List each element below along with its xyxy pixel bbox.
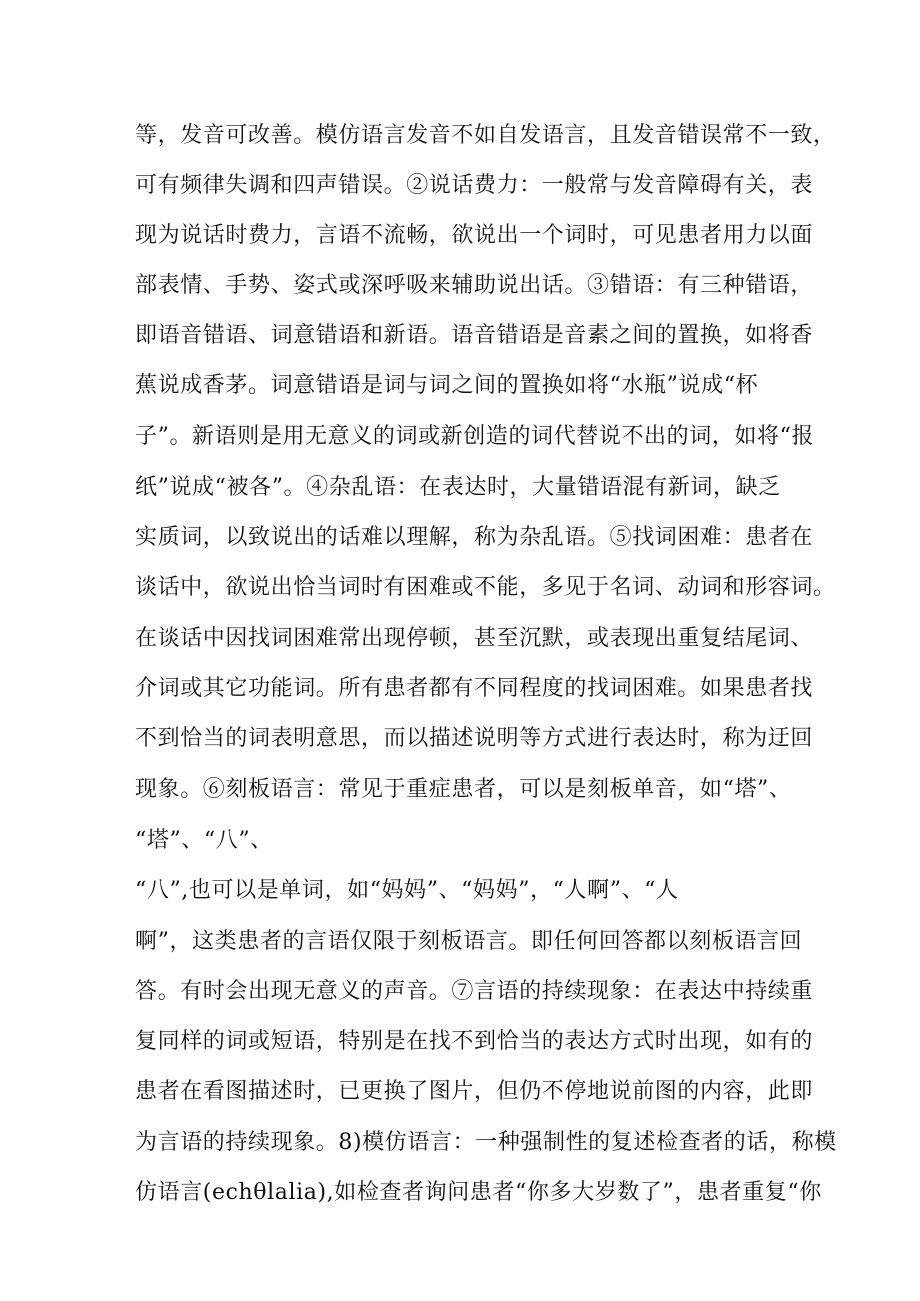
- text-line: 纸”说成“被各”。④杂乱语：在表达时，大量错语混有新词，缺乏: [135, 475, 781, 500]
- text-line: 啊”，这类患者的言语仅限于刻板语言。即任何回答都以刻板语言回: [135, 929, 803, 954]
- text-line: 谈话中，欲说出恰当词时有困难或不能，多见于名词、动词和形容词。: [135, 575, 836, 600]
- text-line: 答。有时会出现无意义的声音。⑦言语的持续现象：在表达中持续重: [135, 979, 814, 1004]
- text-line: 在谈话中因找词困难常出现停顿，甚至沉默，或表现出重复结尾词、: [135, 626, 814, 651]
- text-line: 介词或其它功能词。所有患者都有不同程度的找词困难。如果患者找: [135, 676, 814, 701]
- text-line: “八”,也可以是单词，如“妈妈”、“妈妈”，“人啊”、“人: [135, 878, 679, 903]
- text-line: 部表情、手势、姿式或深呼吸来辅助说出话。③错语：有三种错语，: [135, 273, 814, 298]
- text-line: 为言语的持续现象。8)模仿语言：一种强制性的复述检查者的话，称模: [135, 1130, 837, 1155]
- text-line: 子”。新语则是用无意义的词或新创造的词代替说不出的词，如将“报: [135, 424, 815, 449]
- text-line: 患者在看图描述时，已更换了图片，但仍不停地说前图的内容，此即: [135, 1079, 814, 1104]
- text-line: 实质词，以致说出的话难以理解，称为杂乱语。⑤找词困难：患者在: [135, 525, 814, 550]
- text-line: 可有频律失调和四声错误。②说话费力：一般常与发音障碍有关，表: [135, 173, 814, 198]
- text-line: 等，发音可改善。模仿语言发音不如自发语言，且发音错误常不一致，: [135, 123, 836, 148]
- text-line: 蕉说成香茅。词意错语是词与词之间的置换如将“水瓶”说成“杯: [135, 373, 759, 398]
- text-line: 不到恰当的词表明意思，而以描述说明等方式进行表达时，称为迂回: [135, 726, 814, 751]
- text-line: 现为说话时费力，言语不流畅，欲说出一个词时，可见患者用力以面: [135, 223, 814, 248]
- text-line: “塔”、“八”、: [135, 828, 273, 853]
- text-line: 仿语言(echθlalia),如检查者询问患者“你多大岁数了”，患者重复“你: [135, 1180, 822, 1205]
- text-line: 现象。⑥刻板语言：常见于重症患者，可以是刻板单音，如“塔”、: [135, 777, 792, 802]
- text-line: 复同样的词或短语，特别是在找不到恰当的表达方式时出现，如有的: [135, 1029, 814, 1054]
- text-line: 即语音错语、词意错语和新语。语音错语是音素之间的置换，如将香: [135, 323, 814, 348]
